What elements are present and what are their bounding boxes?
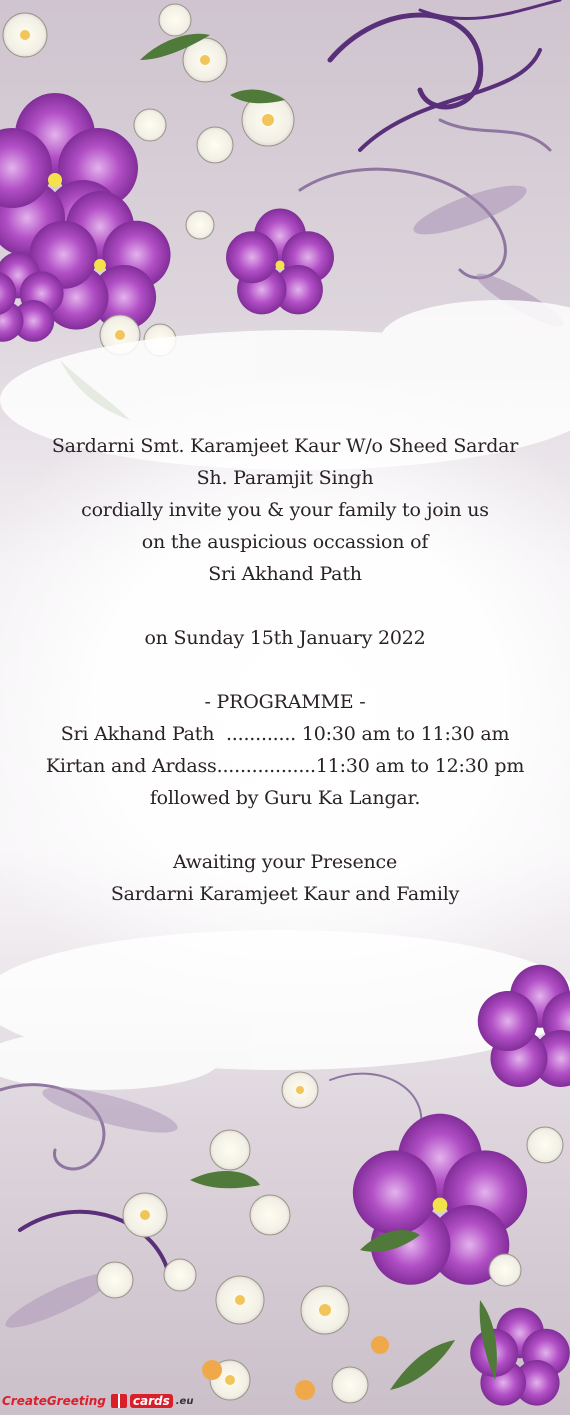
top-swirls <box>300 0 560 278</box>
spacer <box>0 654 570 686</box>
spacer <box>0 590 570 622</box>
invitation-text <box>0 430 570 910</box>
invite-line: cordially invite you & your family to join us <box>81 499 489 521</box>
logo-text-part3: .eu <box>175 1395 194 1407</box>
gift-icon <box>111 1394 127 1408</box>
spacer <box>0 814 570 846</box>
watermark-logo[interactable] <box>2 1390 193 1412</box>
occasion-line: on the auspicious occassion of <box>141 531 429 553</box>
programme-item-2: Kirtan and Ardass.................11:30 am to 12:30 pm <box>45 755 525 777</box>
closing-signature: Sardarni Karamjeet Kaur and Family <box>110 883 460 905</box>
programme-item-1: Sri Akhand Path ............ 10:30 am to 11:30 am <box>60 723 510 745</box>
event-name: Sri Akhand Path <box>208 563 362 585</box>
programme-heading: - PROGRAMME - <box>204 691 366 713</box>
purple-flower-3 <box>226 208 334 314</box>
host-line: Sardarni Smt. Karamjeet Kaur W/o Sheed Sardar <box>51 435 519 457</box>
event-date: on Sunday 15th January 2022 <box>144 627 426 649</box>
logo-text-part2: cards <box>130 1394 173 1408</box>
host-name-line: Sh. Paramjit Singh <box>196 467 374 489</box>
programme-item-3: followed by Guru Ka Langar. <box>149 787 421 809</box>
logo-text-part1: CreateGreeting <box>2 1394 106 1408</box>
closing-line: Awaiting your Presence <box>172 851 398 873</box>
